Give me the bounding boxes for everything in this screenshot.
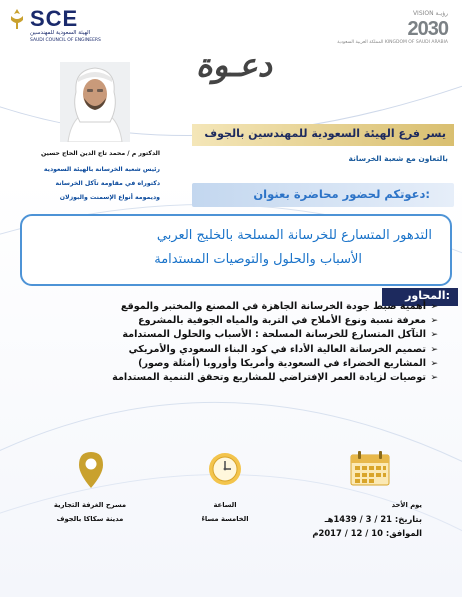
- date-day: يوم الأحد: [391, 501, 422, 509]
- speaker-credentials: [44, 163, 160, 205]
- speaker-credential-line: رئيس شعبة الخرسانة بالهيئة السعودية: [43, 166, 160, 173]
- clock-icon: [208, 452, 242, 486]
- location-pin-icon: [76, 450, 106, 490]
- speaker-credential-line: وديمومة أنواع الإسمنت والبوزلان: [59, 194, 160, 201]
- lecture-title-line1: التدهور المتسارع للخرسانة المسلحة بالخليج العربي: [156, 228, 432, 243]
- sce-emblem-icon: [8, 8, 26, 30]
- speaker-photo: [60, 62, 130, 142]
- list-item: ➢ تصميم الخرسانة العالية الأداء في كود البناء السعودي والأمريكي: [48, 343, 438, 357]
- axes-label: المحاور:: [405, 289, 450, 302]
- bullet-icon: ➢: [430, 373, 438, 384]
- sce-name-ar: الهيئة السعودية للمهندسين: [30, 30, 91, 36]
- lecture-title-box: [20, 214, 452, 286]
- bullet-icon: ➢: [430, 316, 438, 327]
- lecture-title-line2: الأسباب والحلول والتوصيات المستدامة: [154, 252, 362, 267]
- bullet-icon: ➢: [430, 358, 438, 369]
- vision-year: 2030: [407, 18, 448, 40]
- vision-country: المملكة العربية السعودية KINGDOM OF SAUDI ARABIA: [337, 40, 448, 45]
- date-gregorian: الموافق: 10 / 12 / 2017م: [312, 528, 422, 538]
- sce-abbr: SCE: [30, 6, 79, 31]
- bullet-icon: ➢: [430, 302, 438, 312]
- sce-name-en: SAUDI COUNCIL OF ENGINEERS: [30, 38, 101, 43]
- collaboration-text: بالتعاون مع شعبة الخرسانة: [348, 154, 448, 163]
- venue-info: [30, 498, 150, 526]
- bullet-icon: ➢: [430, 344, 438, 355]
- sce-logo: [8, 6, 101, 48]
- list-item: ➢ المشاريع الخضراء في السعودية وأمريكا وأوروبا (أمثلة وصور): [48, 357, 438, 371]
- date-hijri: بتاريخ: 21 / 3 / 1439هـ: [324, 514, 422, 524]
- vision-label: VISION رؤيـة: [412, 10, 448, 17]
- bullet-icon: ➢: [430, 330, 438, 341]
- invite-banner: [192, 183, 454, 207]
- invite-banner-text: دعوتكم لحضور محاضرة بعنوان:: [253, 187, 430, 201]
- date-info: [292, 498, 422, 540]
- axes-list: [48, 300, 438, 385]
- venue-line2: مدينة سكاكا بالجوف: [56, 515, 124, 523]
- calendar-icon: [350, 450, 390, 486]
- time-value: الخامسة مساءً: [201, 515, 249, 523]
- list-item: ➢ توصيات لزيادة العمر الإفتراضي للمشاريع وتحقق التنمية المستدامة: [48, 371, 438, 385]
- list-item: ➢ أهمية ضبط جودة الخرسانة الجاهزة في المصنع والمختبر والموقع: [48, 300, 438, 314]
- speaker-credential-line: دكتوراه في مقاومة تآكل الخرسانة: [55, 180, 160, 187]
- list-item: ➢ معرفة نسبة ونوع الأملاح في التربة والمياه الجوفية بالمشروع: [48, 314, 438, 328]
- list-item: ➢ التآكل المتسارع للخرسانة المسلحة : الأسباب والحلول المستدامة: [48, 328, 438, 342]
- host-banner-text: يسر فرع الهيئة السعودية للمهندسين بالجوف: [204, 127, 446, 140]
- speaker-name: الدكتور م / محمد تاج الدين الحاج حسين: [40, 150, 160, 157]
- time-info: [170, 498, 280, 526]
- host-banner: [192, 124, 454, 146]
- invitation-calligraphy: دعـوة: [196, 46, 273, 84]
- time-label: الساعة: [213, 501, 237, 509]
- venue-line1: مسرح الغرفة التجارية: [53, 501, 127, 509]
- vision-2030-logo: [337, 10, 448, 46]
